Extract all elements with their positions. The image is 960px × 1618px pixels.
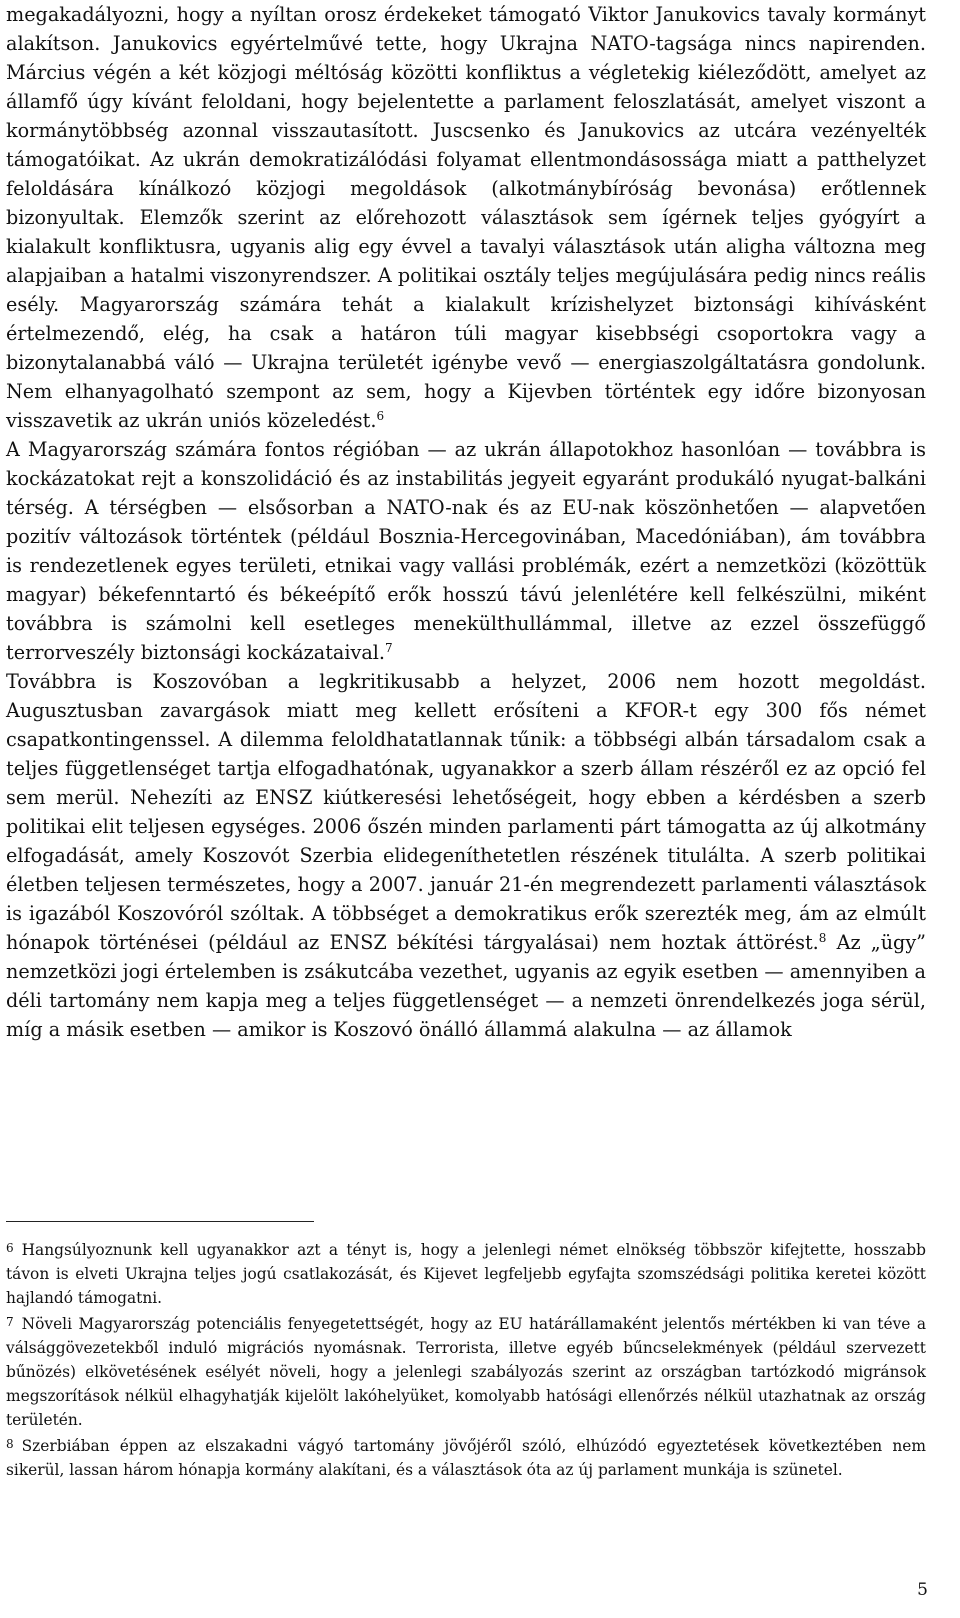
footnote-number: 8 — [6, 1437, 14, 1451]
paragraph-text: A Magyarország számára fontos régióban — az ukrán állapotokhoz hasonlóan — továbbra is kockázatokat rejt a konszolidáció és az instabilitás jegyeit egyaránt produkáló nyugat-balkáni térség. A térségben — elsősorban a NATO-nak és az EU-nak köszönhetően — alapvetően pozitív változások történtek (például Bosznia-Hercegovinában, Macedóniában), ám továbbra is rendezetlenek egyes területi, etnikai vagy vallási problémák, ezért a nemzetközi (közöttük magyar) békefenntartó és békeépítő erők hosszú távú jelenlétére kell felkészülni, miként továbbra is számolni kell esetleges menekülthullámmal, illetve az ezzel összefüggő terrorveszély biztonsági kockázataival. — [6, 438, 926, 664]
footnote-number: 7 — [6, 1315, 14, 1329]
paragraph-kosovo — [6, 667, 926, 1044]
body-text — [6, 0, 926, 1044]
footnote-8 — [6, 1432, 926, 1482]
paragraph-text-continued: Az „ügy” nemzetközi jogi értelemben is zsákutcába vezethet, ugyanis az egyik esetben — amennyiben a déli tartomány nem kapja meg a teljes függetlenséget — a nemzeti önrendelkezés joga sérül, míg a másik esetben — amikor is Koszovó önálló állammá alakulna — az államok — [6, 931, 926, 1041]
footnote-6 — [6, 1236, 926, 1310]
paragraph-text: Továbbra is Koszovóban a legkritikusabb a helyzet, 2006 nem hozott megoldást. Augusztusban zavargások miatt meg kellett erősíteni a KFOR-t egy 300 fős német csapatkontingenssel. A dilemma feloldhatatlannak tűnik: a többségi albán társadalom csak a teljes függetlenséget tartja elfogadhatónak, ugyanakkor a szerb állam részéről ez az opció fel sem merül. Nehezíti az ENSZ kiútkeresési lehetőségeit, hogy ebben a kérdésben a szerb politikai elit teljesen egységes. 2006 őszén minden parlamenti párt támogatta az új alkotmány elfogadását, amely Koszovót Szerbia elidegeníthetetlen részének titulálta. A szerb politikai életben teljesen természetes, hogy a 2007. január 21-én megrendezett parlamenti választások is igazából Koszovóról szóltak. A többséget a demokratikus erők szerezték meg, ám az elmúlt hónapok történései (például az ENSZ békítési tárgyalásai) nem hoztak áttörést. — [6, 670, 926, 954]
paragraph-ukraine — [6, 0, 926, 435]
footnote-ref-7[interactable]: 7 — [385, 641, 393, 655]
footnote-text: Szerbiában éppen az elszakadni vágyó tartomány jövőjéről szóló, elhúzódó egyeztetések következtében nem sikerül, lassan három hónapja kormány alakítani, és a választások óta az új parlament munkája is szünetel. — [6, 1437, 926, 1479]
paragraph-text: megakadályozni, hogy a nyíltan orosz érdekeket támogató Viktor Janukovics tavaly kormányt alakítson. Janukovics egyértelművé tette, hogy Ukrajna NATO-tagsága nincs napirenden. Március végén a két közjogi méltóság közötti konfliktus a végletekig kiéleződött, amelyet az államfő úgy kívánt feloldani, hogy bejelentette a parlament feloszlatását, amelyet viszont a kormánytöbbség azonnal visszautasított. Juscsenko és Janukovics az utcára vezényelték támogatóikat. Az ukrán demokratizálódási folyamat ellentmondásossága miatt a patthelyzet feloldására kínálkozó közjogi megoldások (alkotmánybíróság bevonása) erőtlennek bizonyultak. Elemzők szerint az előrehozott választások sem ígérnek teljes gyógyírt a kialakult konfliktusra, ugyanis alig egy évvel a tavalyi választások után aligha változna meg alapjaiban a hatalmi viszonyrendszer. A politikai osztály teljes megújulására pedig nincs reális esély. Magyarország számára tehát a kialakult krízishelyzet biztonsági kihívásként értelmezendő, elég, ha csak a határon túli magyar kisebbségi csoportokra vagy a bizonytalanabbá váló — Ukrajna területét igénybe vevő — energiaszolgáltatásra gondolunk. Nem elhanyagolható szempont az sem, hogy a Kijevben történtek egy időre bizonyosan visszavetik az ukrán uniós közeledést. — [6, 3, 926, 432]
footnote-ref-8[interactable]: 8 — [818, 931, 827, 945]
page-number: 5 — [917, 1580, 928, 1600]
footnotes — [6, 1236, 926, 1482]
footnote-7 — [6, 1310, 926, 1432]
footnote-number: 6 — [6, 1241, 14, 1255]
footnote-separator — [6, 1221, 314, 1222]
footnote-ref-6[interactable]: 6 — [376, 409, 385, 423]
footnote-text: Növeli Magyarország potenciális fenyegetettségét, hogy az EU határállamaként jelentős mértékben ki van téve a válsággövezetekből induló migrációs nyomásnak. Terrorista, illetve egyéb bűncselekmények (például szervezett bűnözés) elkövetésének esélyét növeli, hogy a jelenlegi szabályozás szerint az országban tartózkodó migránsok megszorítások nélkül elhagyhatják kijelölt lakóhelyüket, komolyabb hatósági ellenőrzés nélkül utazhatnak az ország területén. — [6, 1315, 926, 1429]
footnote-text: Hangsúlyoznunk kell ugyanakkor azt a tényt is, hogy a jelenlegi német elnökség többször kifejtette, hosszabb távon is elveti Ukrajna teljes jogú csatlakozását, és Kijevet legfeljebb egyfajta szomszédsági politika keretei között hajlandó támogatni. — [6, 1241, 926, 1307]
paragraph-western-balkans — [6, 435, 926, 667]
